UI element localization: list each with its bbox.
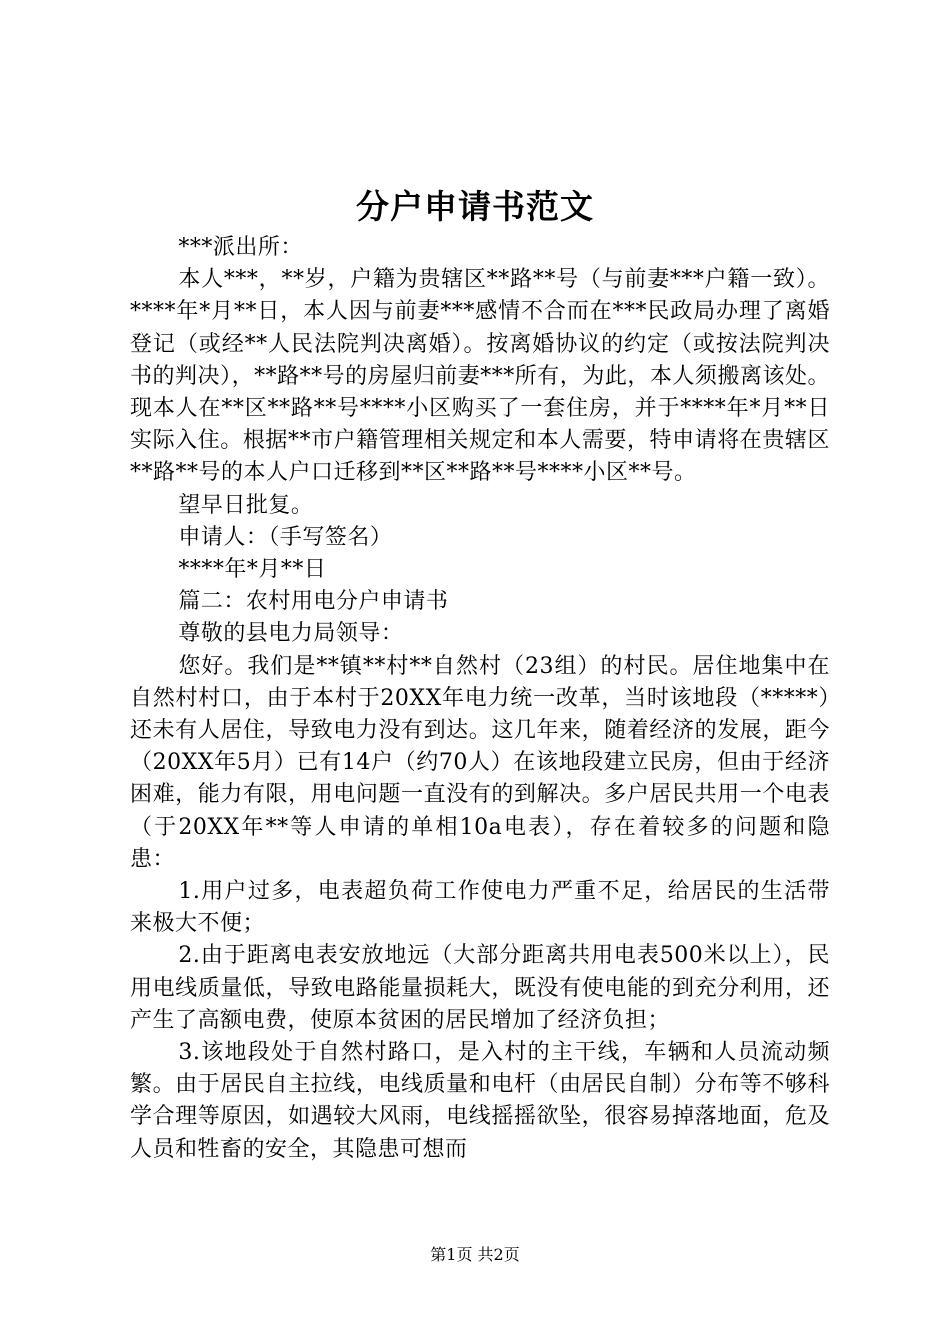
document-title: 分户申请书范文 [356,187,594,226]
paragraph-salutation: ***派出所： [178,235,303,260]
paragraph-salutation-2: 尊敬的县电力局领导： [178,621,404,647]
paragraph-request: 望早日批复。 [178,492,314,518]
list-item: 3.该地段处于自然村路口，是入村的主干线，车辆和人员流动频繁。由于居民自主拉线，电线质量和电杆（由居民自制）分布等不够科学合理等原因，如遇较大风雨，电线摇摇欲坠，很容易掉落地面，危及人员和牲畜的安全，其隐患可想而 [130,1040,830,1162]
page-footer: 第1页 共2页 [430,1245,520,1264]
paragraph-date: ****年*月**日 [178,557,327,583]
paragraph-applicant: 申请人：（手写签名） [178,524,393,550]
paragraph-main: 本人***，**岁，户籍为贵辖区**路**号（与前妻***户籍一致）。****年*月**日，本人因与前妻***感情不合而在***民政局办理了离婚登记（或经**人民法院判决离婚）。按离婚协议的约定（或按法院判决书的判决），**路**号的房屋归前妻***所有，为此，本人须搬离该处。现本人在**区**路**号****小区购买了一套住房，并于****年*月**日实际入住。根据**市户籍管理相关规定和本人需要，特申请将在贵辖区**路**号的本人户口迁移到**区**路**号****小区**号。 [130,267,830,486]
list-item: 2.由于距离电表安放地远（大部分距离共用电表500米以上），民用电线质量低，导致电路能量损耗大，既没有使电能的到充分利用，还产生了高额电费，使原本贫困的居民增加了经济负担； [130,943,830,1033]
paragraph-intro: 您好。我们是**镇**村**自然村（23组）的村民。居住地集中在自然村村口，由于本村于20XX年电力统一改革，当时该地段（*****）还未有人居住，导致电力没有到达。这几年来，随着经济的发展，距今（20XX年5月）已有14户（约70人）在该地段建立民房，但由于经济困难，能力有限，用电问题一直没有的到解决。多户居民共用一个电表（于20XX年**等人申请的单相10a电表），存在着较多的问题和隐患： [130,653,830,872]
document-body [130,232,830,1166]
list-item: 1.用户过多，电表超负荷工作使电力严重不足，给居民的生活带来极大不便； [130,879,830,937]
section-heading: 篇二：农村用电分户申请书 [178,589,449,615]
